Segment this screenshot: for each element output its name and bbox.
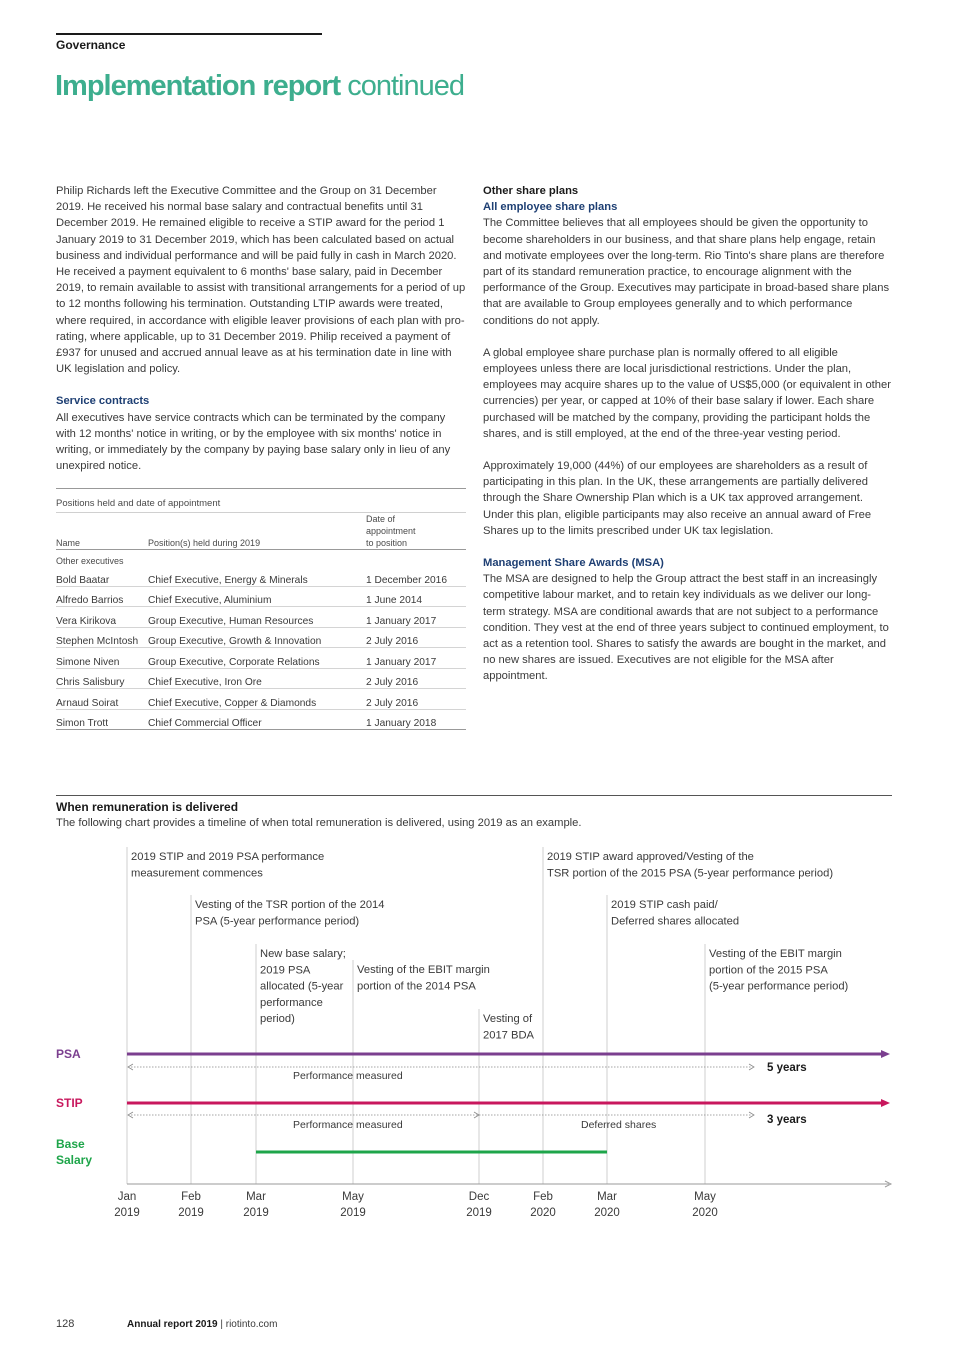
cell-position: Chief Executive, Iron Ore [148,668,366,689]
timeline-event-label: (5-year performance period) [709,980,849,993]
timeline-event-label: portion of the 2015 PSA [709,964,828,977]
cell-name: Stephen McIntosh [56,627,148,648]
timeline-tick-month: May [694,1191,716,1203]
timeline-event-label: period) [260,1013,295,1026]
cell-name: Chris Salisbury [56,668,148,689]
timeline-event-label: Vesting of the EBIT margin [709,948,842,960]
cell-position: Group Executive, Human Resources [148,607,366,628]
timeline-event-label: Vesting of the EBIT margin [357,964,490,976]
timeline-event-label: portion of the 2014 PSA [357,980,476,993]
positions-subheading: Other executives [56,556,124,566]
other-share-plans-heading: Other share plans [483,185,579,197]
cell-name: Bold Baatar [56,566,148,586]
timeline-tick-month: Jan [117,1191,137,1203]
page-title-light: continued [347,70,464,102]
timeline-tick-month: Feb [533,1191,553,1203]
timeline-event-label: 2019 STIP award approved/Vesting of the [547,851,754,863]
positions-caption: Positions held and date of appointment [56,488,466,512]
timeline-event-label: allocated (5-year [260,980,344,993]
timeline-event-label: New base salary; [260,948,346,960]
timeline-tick-year: 2020 [692,1207,718,1219]
cell-date: 1 January 2017 [366,648,466,669]
all-employee-heading: All employee share plans [483,201,618,214]
cell-name: Simone Niven [56,648,148,669]
stip-deferred-label: Deferred shares [581,1119,657,1131]
cell-date: 1 June 2014 [366,586,466,607]
cell-position: Group Executive, Corporate Relations [148,648,366,669]
cell-position: Chief Executive, Energy & Minerals [148,566,366,586]
timeline-tick-year: 2019 [114,1207,140,1219]
base-salary-label-line2: Salary [56,1153,93,1167]
cell-position: Chief Commercial Officer [148,709,366,730]
timeline-tick-year: 2019 [243,1207,269,1219]
psa-duration-label: 5 years [767,1062,807,1074]
all-employee-text: The Committee believes that all employees should be given the opportunity to become shareholders in our business, and that share plans help engage, retain and motivate employees over the long-term. Rio Tinto's share plans are therefore part of its standard remuneration practice, to encourage alignment with the performance of the Group. Executives may participate in broad-based share plans that are available to Group employees generally and to which performance conditions do not apply. [483,217,890,327]
msa-heading: Management Share Awards (MSA) [483,557,664,570]
col-date-header-line1: Date of [366,514,396,524]
section-label: Governance [56,38,126,52]
cell-date: 1 January 2018 [366,709,466,730]
cell-position: Group Executive, Growth & Innovation [148,627,366,648]
psa-label: PSA [56,1047,81,1061]
footer-report: Annual report 2019 [127,1319,218,1330]
timeline-tick-year: 2019 [340,1207,366,1219]
timeline-tick-year: 2020 [594,1207,620,1219]
timeline-tick-year: 2019 [178,1207,204,1219]
timeline-event-label: 2017 BDA [483,1029,534,1042]
timeline-event-label: Deferred shares allocated [611,915,740,928]
col-date-header-line3: to position [366,538,408,548]
cell-position: Chief Executive, Aluminium [148,586,366,607]
cell-date: 2 July 2016 [366,668,466,689]
service-contracts-text: All executives have service contracts which can be terminated by the company with 12 months' notice in writing, or by the employee with six months' notice in writing, or immediately by the company by paying base salary only in lieu of any unexpired notice. [56,411,451,473]
timeline-tick-year: 2020 [530,1207,556,1219]
timeline-event-label: 2019 STIP and 2019 PSA performance [131,851,325,863]
col-name-header: Name [56,513,148,550]
timeline-event-label: Vesting of [483,1013,533,1025]
psa-period-label: Performance measured [293,1070,403,1082]
cell-date: 2 July 2016 [366,689,466,710]
stip-bar-arrow [881,1099,890,1107]
timeline-tick-month: Dec [468,1191,490,1203]
cell-date: 2 July 2016 [366,627,466,648]
col-position-header: Position(s) held during 2019 [148,513,366,550]
timeline-event-label: TSR portion of the 2015 PSA (5-year performance period) [547,867,834,880]
cell-name: Alfredo Barrios [56,586,148,607]
stip-duration-label: 3 years [767,1114,807,1126]
timeline-event-label: Vesting of the TSR portion of the 2014 [195,899,385,911]
timeline-event-label: measurement commences [131,867,263,880]
timeline-tick-month: Feb [181,1191,201,1203]
base-salary-label-line1: Base [56,1137,85,1151]
service-contracts-heading: Service contracts [56,395,150,408]
timeline-event-label: performance [260,996,323,1009]
remuneration-subtitle: The following chart provides a timeline of when total remuneration is delivered, using 2019 as an example. [56,817,582,829]
cell-name: Vera Kirikova [56,607,148,628]
global-plan-text: A global employee share purchase plan is normally offered to all eligible employees unless there are local jurisdictional restrictions. Under the plan, employees may acquire shares up to the value of US$5,000 (or equivalent in other currencies) per year, or capped at 10% of their base salary if lower. Each share purchased will be matched by the company, providing the participant holds the shares, and is still employed, at the end of the three-year vesting period. [483,346,891,440]
footer-text [127,1319,277,1330]
cell-date: 1 December 2016 [366,566,466,586]
cell-date: 1 January 2017 [366,607,466,628]
remuneration-title: When remuneration is delivered [56,800,239,814]
intro-paragraph: Philip Richards left the Executive Committee and the Group on 31 December 2019. He received his normal base salary and contractual benefits until 31 December 2019. He remained eligible to receive a STIP award for the period 1 January 2019 to 31 December 2019, which has been calculated based on actual business and individual performance and will be paid fully in cash in March 2020. He received a payment equivalent to 6 months' base salary, paid in December 2019, to remain available to assist with transitional arrangements for a period of up to 12 months following his termination. Outstanding LTIP awards were treated, where required, in accordance with eligible leaver provisions of each plan with pro-rating, where applicable, up to 31 December 2019. Philip received a payment of £937 for unused and accrued annual leave as at his termination date in line with UK legislation and policy. [56,185,466,376]
stip-period-label: Performance measured [293,1119,403,1131]
timeline-event-label: 2019 PSA [260,964,311,977]
psa-bar-arrow [881,1050,890,1058]
footer-separator: | [217,1319,226,1330]
timeline-event-label: 2019 STIP cash paid/ [611,899,718,911]
stip-label: STIP [56,1096,83,1110]
timeline-tick-month: Mar [246,1191,266,1203]
msa-text: The MSA are designed to help the Group attract the best staff in an increasingly competitive labour market, and to retain key individuals as we deliver our long-term strategy. MSA are conditional awards that are not subject to a performance condition. They vest at the end of three years subject to continued employment, to act as a retention tool. Shares to satisfy the awards are bought in the market, and no new shares are issued. Executives are not eligible for the MSA after appointment. [483,573,889,683]
cell-name: Arnaud Soirat [56,689,148,710]
timeline-tick-month: Mar [597,1191,617,1203]
approx-text: Approximately 19,000 (44%) of our employees are shareholders as a result of participating in this plan. In the UK, these arrangements are partially delivered through the Share Ownership Plan which is a UK tax approved arrangement. Under this plan, eligible participants may also receive an annual award of Free Shares up to the limits prescribed under UK tax legislation. [483,460,872,537]
col-date-header-line2: appointment [366,526,416,536]
page-title-bold: Implementation report [55,70,341,102]
timeline-event-label: PSA (5-year performance period) [195,915,360,928]
timeline-tick-year: 2019 [466,1207,492,1219]
page-number: 128 [56,1318,75,1330]
cell-name: Simon Trott [56,709,148,730]
footer-site: riotinto.com [225,1319,278,1330]
cell-position: Chief Executive, Copper & Diamonds [148,689,366,710]
timeline-tick-month: May [342,1191,364,1203]
